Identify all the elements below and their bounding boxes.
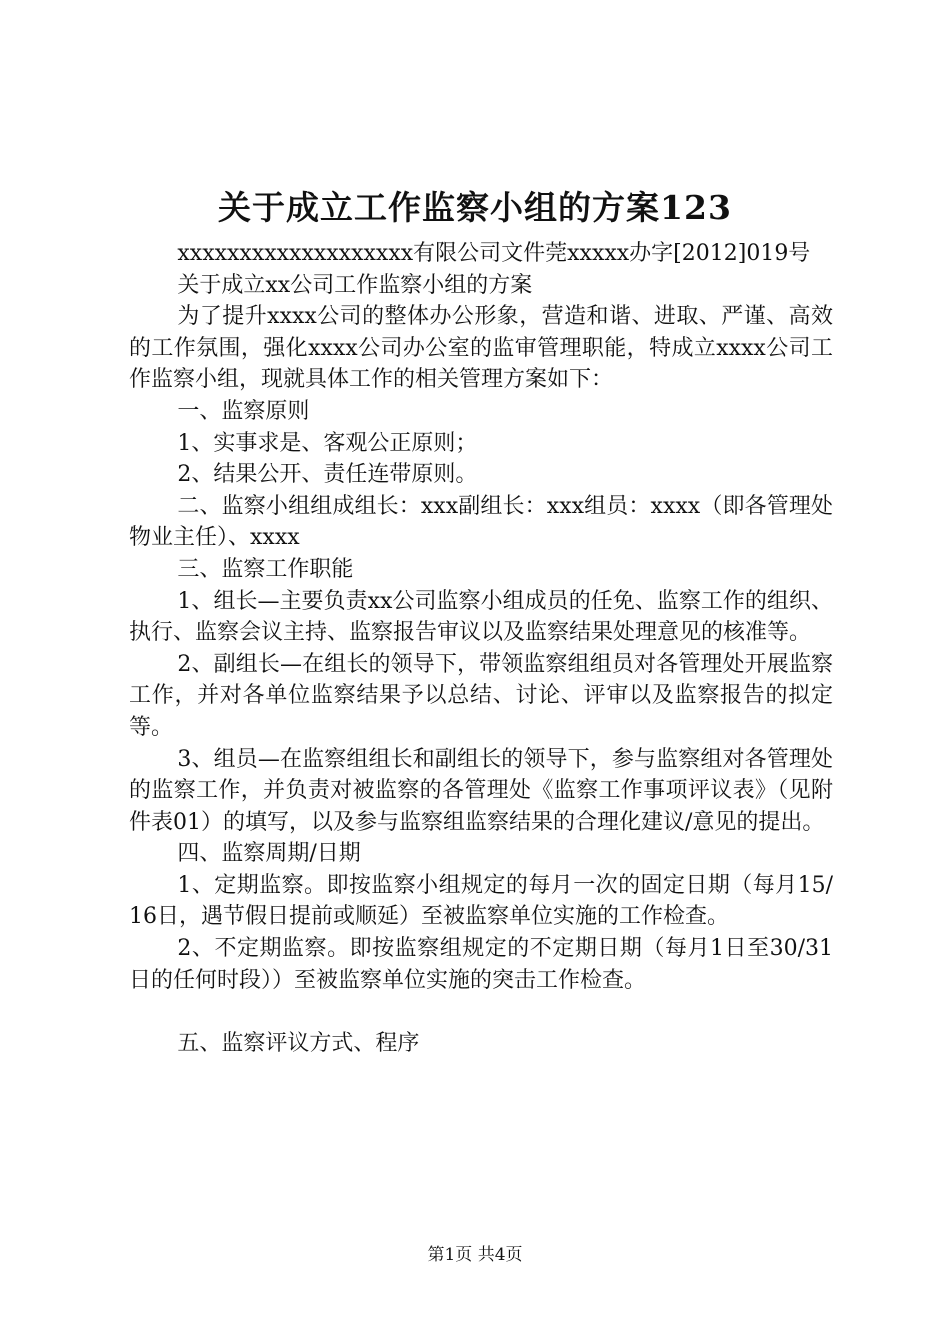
intro-paragraph: 为了提升xxxx公司的整体办公形象，营造和谐、进取、严谨、高效的工作氛围，强化xxxx公司办公室的监审管理职能，特成立xxxx公司工作监察小组，现就具体工作的相关管理方案如下：: [129, 304, 833, 393]
section-heading-duties: 三、监察工作职能: [177, 556, 354, 582]
principle-item: 2、结果公开、责任连带原则。: [177, 462, 478, 488]
principle-item: 1、实事求是、客观公正原则；: [177, 430, 478, 456]
duty-item: 1、组长—主要负责xx公司监察小组成员的任免、监察工作的组织、执行、监察会议主持、监察报告审议以及监察结果处理意见的核准等。: [129, 588, 833, 646]
plan-heading: 关于成立xx公司工作监察小组的方案: [177, 272, 533, 298]
document-number: xxxxxxxxxxxxxxxxxxx有限公司文件莞xxxxx办字[2012]019号: [177, 241, 811, 266]
section-heading-review: 五、监察评议方式、程序: [177, 1030, 420, 1056]
schedule-item: 2、不定期监察。即按监察组规定的不定期日期（每月1日至30/31日的任何时段））至被监察单位实施的突击工作检查。: [129, 936, 833, 993]
duty-item: 2、副组长—在组长的领导下，带领监察组组员对各管理处开展监察工作，并对各单位监察结果予以总结、讨论、评审以及监察报告的拟定等。: [129, 651, 833, 740]
paragraph-spacer: [129, 996, 833, 1028]
duty-item: 3、组员—在监察组组长和副组长的领导下，参与监察组对各管理处的监察工作，并负责对被监察的各管理处《监察工作事项评议表》（见附件表01）的填写，以及参与监察组监察结果的合理化建议/意见的提出。: [129, 746, 833, 835]
section-heading-principles: 一、监察原则: [177, 398, 310, 424]
section-heading-composition: 二、监察小组组成组长：xxx副组长：xxx组员：xxxx（即各管理处物业主任）、xxxx: [129, 493, 833, 551]
schedule-item: 1、定期监察。即按监察小组规定的每月一次的固定日期（每月15/16日，遇节假日提前或顺延）至被监察单位实施的工作检查。: [129, 872, 833, 930]
document-body: [129, 238, 833, 1059]
section-heading-schedule: 四、监察周期/日期: [177, 841, 361, 867]
page-indicator: 第1页 共4页: [427, 1245, 523, 1265]
document-title: 关于成立工作监察小组的方案123: [218, 188, 732, 227]
